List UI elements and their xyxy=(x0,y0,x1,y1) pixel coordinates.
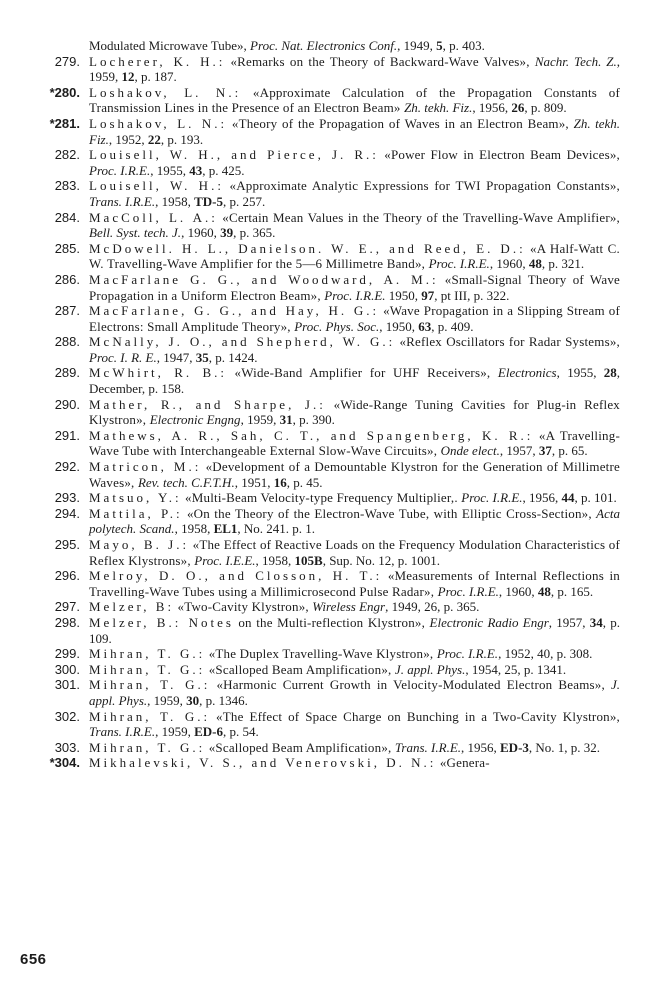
reference-entry xyxy=(0,599,646,615)
entry-title: «Wide-Band Amplifier for UHF Receivers», xyxy=(226,365,498,381)
entry-year: , 1951, xyxy=(234,474,274,490)
entry-number: 286. xyxy=(54,271,80,287)
entry-authors: Mikhalevski, V. S., and Venerovski, D. N.: xyxy=(89,755,437,771)
entry-pages: , p. 409. xyxy=(431,318,474,334)
reference-entry xyxy=(0,85,646,116)
entry-number: 294. xyxy=(54,505,80,521)
entry-authors: Louisell, W. H.: xyxy=(89,178,224,194)
entry-title: Modulated Microwave Tube», xyxy=(89,38,251,53)
entry-journal: Proc. I.R.E. xyxy=(324,287,386,303)
entry-title: «Small-Signal Theory of Wave Propagation in a Uniform Electron Beam», xyxy=(89,271,620,303)
entry-authors: Mattila, P.: xyxy=(89,505,183,521)
entry-authors: Mihran, T. G.: xyxy=(89,646,206,662)
entry-title: «Development of a Demountable Klystron for the Generation of Millimetre Waves», xyxy=(89,459,620,490)
reference-entry xyxy=(0,490,646,506)
entry-authors: Mihran, T. G.: xyxy=(89,677,211,693)
entry-number: 301. xyxy=(54,677,80,693)
entry-pages: , Sup. No. 12, p. 1001. xyxy=(322,552,441,568)
entry-volume: 22 xyxy=(147,131,161,147)
entry-pages: , p. 45. xyxy=(286,474,323,490)
entry-journal: Bell. Syst. tech. J. xyxy=(89,225,182,241)
entry-journal: Rev. tech. C.F.T.H. xyxy=(137,474,235,490)
entry-volume: ED-3 xyxy=(500,739,529,755)
reference-entry xyxy=(0,459,646,490)
entry-authors: McWhirt, R. B.: xyxy=(89,365,227,381)
entry-title: «The Effect of Reactive Loads on the Frequency Modulation Characteristics of Reflex Klystrons», xyxy=(89,537,621,568)
entry-authors: MacFarlane G. G., and Woodward, A. M.: xyxy=(89,271,439,287)
entry-title: on the Multi-reflection Klystron», xyxy=(233,614,430,630)
entry-journal: Electronics xyxy=(497,365,557,381)
entry-year: , 1958, xyxy=(155,193,195,209)
entry-volume: 34 xyxy=(589,614,603,630)
entry-volume: 37 xyxy=(538,443,552,459)
reference-entry xyxy=(0,178,646,209)
entry-title: «A Travelling-Wave Tube with Interchangeable External Slow-Wave Circuits», xyxy=(89,427,620,459)
entry-number: 290. xyxy=(54,396,80,412)
entry-volume: 48 xyxy=(537,583,551,599)
entry-title: «Power Flow in Electron Beam Devices», xyxy=(378,147,620,163)
reference-entry xyxy=(0,428,646,459)
entry-volume: 28 xyxy=(603,365,617,381)
entry-pages: , p. 109. xyxy=(89,614,621,646)
entry-number: 297. xyxy=(54,599,80,615)
entry-year: , 1949, xyxy=(397,38,437,53)
entry-pages: , p. 101. xyxy=(574,490,617,506)
entry-authors: Locherer, K. H.: xyxy=(89,53,226,69)
entry-number: 283. xyxy=(54,178,80,194)
entry-volume: 16 xyxy=(273,474,287,490)
entry-title: «Wave Propagation in a Slipping Stream of Electrons: Small Amplitude Theory», xyxy=(89,303,620,334)
entry-journal: Proc. Phys. Soc. xyxy=(294,318,380,334)
entry-pages: , p. 65. xyxy=(551,443,588,459)
entry-volume: 105B xyxy=(294,552,323,568)
entry-year: , 1959, xyxy=(89,53,620,85)
entry-number: 303. xyxy=(54,739,80,755)
entry-journal: Proc. I. R. E. xyxy=(89,349,157,365)
entries xyxy=(0,54,646,771)
entry-year: , 1960, xyxy=(498,583,538,599)
entry-pages: , pt III, p. 322. xyxy=(434,287,510,303)
entry-volume: 39 xyxy=(220,225,234,241)
entry-number: 292. xyxy=(54,459,80,475)
entry-number: 284. xyxy=(54,209,80,225)
entry-authors: Melroy, D. O., and Closson, H. T.: xyxy=(89,568,383,584)
reference-entry xyxy=(0,147,646,178)
entry-title: «Wide-Range Tuning Cavities for Plug-in Reflex Klystron», xyxy=(89,396,620,428)
entry-title: «Genera- xyxy=(436,755,490,771)
entry-year: , 1955, xyxy=(556,365,604,381)
entry-journal: J. appl. Phys. xyxy=(89,677,620,708)
reference-entry xyxy=(0,537,646,568)
entry-pages: , p. 321. xyxy=(541,256,585,272)
entry-pages: , p. 403. xyxy=(442,38,485,53)
entry-authors: MacFarlane, G. G., and Hay, H. G.: xyxy=(89,303,380,319)
page-number: 656 xyxy=(20,951,47,968)
entry-year: , 1958, xyxy=(174,521,214,537)
entry-journal: Wireless Engr xyxy=(312,599,386,615)
entry-volume: 26 xyxy=(511,100,525,116)
entry-title: «Multi-Beam Velocity-type Frequency Multiplier,. xyxy=(181,490,462,506)
entry-number: 296. xyxy=(54,568,80,584)
reference-entry xyxy=(0,568,646,599)
entry-number: *281. xyxy=(49,115,80,131)
entry-year: , 1960, xyxy=(181,225,221,241)
entry-pages: , No. 1, p. 32. xyxy=(528,739,601,755)
entry-title: «Approximate Analytic Expressions for TWI Propagation Constants», xyxy=(223,178,620,194)
reference-entry xyxy=(0,662,646,678)
entry-pages: , p. 54. xyxy=(222,724,259,740)
reference-entry xyxy=(0,303,646,334)
entry-year: , 1955, xyxy=(150,162,190,178)
entry-authors: Melzer, B.: Notes xyxy=(89,614,234,630)
entry-pages: , p. 390. xyxy=(292,412,335,428)
entry-journal: Proc. I.R.E. xyxy=(89,162,151,178)
reference-entry xyxy=(0,755,646,771)
entry-number: 302. xyxy=(54,708,80,724)
reference-entry xyxy=(0,210,646,241)
entry-journal: Electronic Radio Engr xyxy=(429,614,549,630)
entry-pages: , p. 187. xyxy=(134,69,177,85)
entry-title: «The Effect of Space Charge on Bunching in a Two-Cavity Klystron», xyxy=(210,708,620,724)
entry-volume: 30 xyxy=(186,692,200,708)
entry-number: 298. xyxy=(54,614,80,630)
entry-year: , 1960, xyxy=(489,256,529,272)
entry-number: 279. xyxy=(54,53,80,69)
entry-title: «Theory of the Propagation of Waves in an Electron Beam», xyxy=(227,115,574,131)
entry-year: , 1958, xyxy=(255,552,295,568)
entry-title: «Scalloped Beam Amplification», xyxy=(205,739,395,755)
entry-year: , 1954, 25, p. 1341. xyxy=(465,661,567,677)
entry-journal: Trans. I.R.E. xyxy=(89,193,156,209)
entry-journal: Proc. I.R.E. xyxy=(428,256,490,272)
reference-entry xyxy=(0,334,646,365)
entry-title: «Reflex Oscillators for Radar Systems», xyxy=(395,334,620,350)
entry-journal: Proc. Nat. Electronics Conf. xyxy=(250,38,398,53)
entry-title: «Remarks on the Theory of Backward-Wave Valves», xyxy=(225,53,535,69)
entry-number: 293. xyxy=(54,490,80,506)
entry-number: 282. xyxy=(54,147,80,163)
entry-year: , 1950, xyxy=(379,318,419,334)
entry-pages: , No. 241. p. 1. xyxy=(237,521,316,537)
reference-entry xyxy=(0,709,646,740)
entry-title: «Certain Mean Values in the Theory of the Travelling-Wave Amplifier», xyxy=(217,209,620,225)
entry-authors: Louisell, W. H., and Pierce, J. R.: xyxy=(89,147,379,163)
entry-pages: , p. 425. xyxy=(202,162,245,178)
entry-journal: Nachr. Tech. Z. xyxy=(534,53,617,69)
reference-entry xyxy=(0,54,646,85)
continued-entry xyxy=(0,38,646,54)
entry-number: *280. xyxy=(49,84,80,100)
entry-authors: Mihran, T. G.: xyxy=(89,739,206,755)
entry-volume: ED-6 xyxy=(194,724,223,740)
entry-number: 285. xyxy=(54,240,80,256)
entry-authors: Mather, R., and Sharpe, J.: xyxy=(89,396,326,412)
entry-authors: McNally, J. O., and Shepherd, W. G.: xyxy=(89,334,396,350)
entry-journal: Trans. I.R.E. xyxy=(394,739,462,755)
entry-journal: Proc. I.R.E. xyxy=(436,646,499,662)
reference-entry xyxy=(0,116,646,147)
entry-volume: 43 xyxy=(189,162,203,178)
entry-volume: 48 xyxy=(528,256,542,272)
entry-title: «The Duplex Travelling-Wave Klystron», xyxy=(205,646,437,662)
entry-pages: , December, p. 158. xyxy=(89,365,621,397)
entry-journal: Acta polytech. Scand. xyxy=(89,505,620,537)
entry-number: 300. xyxy=(54,661,80,677)
entry-authors: Matsuo, Y.: xyxy=(89,490,182,506)
entry-journal: J. appl. Phys. xyxy=(394,661,466,677)
entry-journal: Electronic Engng xyxy=(149,412,241,428)
entry-authors: Mathews, A. R., Sah, C. T., and Spangenberg, K. R.: xyxy=(89,427,534,443)
entry-year: , 1956, xyxy=(461,739,501,755)
reference-entry xyxy=(0,615,646,646)
entry-pages: , p. 193. xyxy=(160,131,204,147)
entry-authors: Matricon, M.: xyxy=(89,459,202,475)
entry-authors: Loshakov, L. N.: xyxy=(89,115,228,131)
entry-number: *304. xyxy=(49,755,80,771)
entry-pages: , p. 165. xyxy=(550,583,594,599)
entry-authors: Loshakov, L. N.: xyxy=(89,84,242,100)
entry-pages: , p. 257. xyxy=(222,193,266,209)
entry-number: 287. xyxy=(54,303,80,319)
entry-authors: McDowell. H. L., Danielson. W. E., and Reed, E. D.: xyxy=(89,240,526,256)
entry-authors: Mayo, B. J.: xyxy=(89,537,190,552)
reference-entry xyxy=(0,397,646,428)
entry-journal: Zh. tekh. Fiz. xyxy=(404,100,473,116)
entry-volume: 63 xyxy=(418,318,432,334)
entry-year: , 1949, 26, p. 365. xyxy=(385,599,480,615)
entry-volume: 35 xyxy=(195,349,209,365)
entry-journal: Zh. tekh. Fiz. xyxy=(89,115,620,147)
reference-entry xyxy=(0,646,646,662)
entry-volume: EL1 xyxy=(213,521,238,537)
reference-entry xyxy=(0,677,646,708)
reference-list xyxy=(0,38,646,771)
reference-entry xyxy=(0,365,646,396)
entry-volume: 5 xyxy=(436,38,443,53)
reference-entry xyxy=(0,506,646,537)
entry-number: 289. xyxy=(54,365,80,381)
entry-number: 299. xyxy=(54,646,80,662)
entry-number: 291. xyxy=(54,427,80,443)
entry-authors: Mihran, T. G.: xyxy=(89,661,206,677)
entry-volume: 44 xyxy=(561,490,575,506)
entry-pages: , p. 1346. xyxy=(199,692,248,708)
entry-journal: Proc. I.R.E. xyxy=(461,490,523,506)
entry-year: , 1956, xyxy=(522,490,562,506)
entry-authors: Melzer, B: xyxy=(89,599,175,615)
entry-title: «Approximate Calculation of the Propagation Constants of Transmission Lines in the Presence of an Electron Beam» xyxy=(89,84,620,116)
entry-volume: TD-5 xyxy=(194,193,223,209)
entry-year: , 1957, xyxy=(548,614,590,630)
entry-year: , 1952, xyxy=(108,131,148,147)
entry-year: , 1947, xyxy=(156,349,196,365)
reference-entry xyxy=(0,740,646,756)
entry-title: «Scalloped Beam Amplification», xyxy=(205,661,395,677)
entry-title: «Two-Cavity Klystron», xyxy=(174,599,313,615)
entry-journal: Proc. I.E.E. xyxy=(194,552,256,568)
reference-entry xyxy=(0,241,646,272)
entry-volume: 97 xyxy=(421,287,435,303)
entry-pages: , p. 809. xyxy=(524,100,567,116)
entry-pages: , p. 1424. xyxy=(208,349,258,365)
entry-number: 288. xyxy=(54,334,80,350)
entry-title: «A Half-Watt C. W. Travelling-Wave Amplifier for the 5—6 Millimetre Band», xyxy=(89,240,620,272)
entry-journal: Onde elect. xyxy=(440,443,500,459)
entry-authors: Mihran, T. G.: xyxy=(89,708,211,724)
entry-volume: 31 xyxy=(279,412,293,428)
entry-pages: , p. 365. xyxy=(233,225,276,241)
entry-year: , 1959, xyxy=(240,412,280,428)
entry-year: 1950, xyxy=(385,287,422,303)
entry-year: , 1959, xyxy=(147,692,187,708)
entry-title: «Measurements of Internal Reflections in Travelling-Wave Tubes using a Millimicrosecond Pulse Radar», xyxy=(89,568,621,599)
reference-entry xyxy=(0,272,646,303)
entry-title: «Harmonic Current Growth in Velocity-Modulated Electron Beams», xyxy=(210,677,611,693)
entry-journal: Trans. I.R.E. xyxy=(89,724,156,740)
entry-year: , 1959, xyxy=(155,724,195,740)
entry-authors: MacColl, L. A.: xyxy=(89,209,218,225)
entry-volume: 12 xyxy=(121,69,135,85)
entry-journal: Proc. I.R.E. xyxy=(437,583,499,599)
entry-number: 295. xyxy=(54,537,80,552)
entry-year: , 1957, xyxy=(499,443,539,459)
entry-year: , 1956, xyxy=(472,100,512,116)
entry-title: «On the Theory of the Electron-Wave Tube, with Elliptic Cross-Section», xyxy=(182,505,597,521)
entry-year: , 1952, 40, p. 308. xyxy=(498,646,593,662)
